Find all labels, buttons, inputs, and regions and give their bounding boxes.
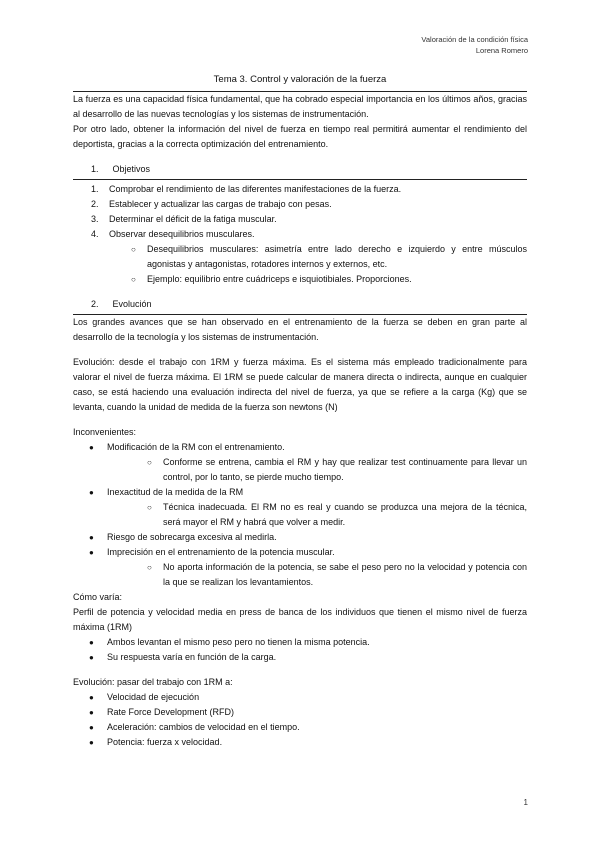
circle-bullet-icon: ○ bbox=[131, 245, 136, 254]
list-item: ● Su respuesta varía en función de la carga. bbox=[89, 650, 527, 665]
section-rule bbox=[73, 179, 527, 180]
como-varia-list bbox=[73, 635, 527, 665]
inconvenientes-list bbox=[73, 440, 527, 590]
page-header bbox=[421, 34, 528, 56]
bullet-icon: ● bbox=[89, 443, 94, 452]
section-title: Evolución bbox=[112, 299, 152, 309]
sublist-item: ○ No aporta información de la potencia, se sabe el peso pero no la velocidad y potencia con la que se realizan los levantamientos. bbox=[147, 560, 527, 590]
page-number: 1 bbox=[523, 798, 528, 807]
objetivos-list bbox=[73, 182, 527, 242]
sublist-item: ○ Técnica inadecuada. El RM no es real y cuando se produzca una mejora de la técnica, será mayor el RM y habrá que volver a medir. bbox=[147, 500, 527, 530]
bullet-icon: ● bbox=[89, 638, 94, 647]
list-item: ● Rate Force Development (RFD) bbox=[89, 705, 527, 720]
list-item: 1. Comprobar el rendimiento de las diferentes manifestaciones de la fuerza. bbox=[91, 184, 402, 194]
desequilibrios-sublist bbox=[73, 242, 527, 287]
evolucion-paragraph-2: Evolución: desde el trabajo con 1RM y fuerza máxima. Es el sistema más empleado tradicionalmente para valorar el nivel de fuerza máxima. El 1RM se puede calcular de manera directa o indirecta, aunque en cualquier caso, se está haciendo una evaluación indirecta del nivel de fuerza, ya que se refiere a la carga (Kg) que se levanta, cuando la unidad de medida de la fuerza son newtons (N) bbox=[73, 357, 527, 412]
sublist-item: ○ Ejemplo: equilibrio entre cuádriceps e isquiotibiales. Proporciones. bbox=[131, 272, 527, 287]
list-item: ● Potencia: fuerza x velocidad. bbox=[89, 735, 527, 750]
bullet-icon: ● bbox=[89, 693, 94, 702]
circle-bullet-icon: ○ bbox=[147, 563, 152, 572]
list-item: 3. Determinar el déficit de la fatiga muscular. bbox=[91, 214, 277, 224]
list-item: ● Imprecisión en el entrenamiento de la potencia muscular. ○ No aporta información de la potencia, se sabe el peso pero no la velocidad y potencia con la que se realizan los levantamientos. bbox=[89, 545, 527, 590]
section-title: Objetivos bbox=[112, 164, 151, 174]
list-item: ● Riesgo de sobrecarga excesiva al medirla. bbox=[89, 530, 527, 545]
bullet-icon: ● bbox=[89, 653, 94, 662]
section-number: 2. bbox=[91, 299, 99, 309]
sublist-item: ○ Desequilibrios musculares: asimetría entre lado derecho e izquierdo y entre músculos agonistas y antagonistas, rotadores internos y externos, etc. bbox=[131, 242, 527, 272]
circle-bullet-icon: ○ bbox=[131, 275, 136, 284]
sublist bbox=[89, 455, 527, 485]
inconvenientes-label: Inconvenientes: bbox=[73, 427, 137, 437]
list-item: 4. Observar desequilibrios musculares. bbox=[91, 229, 255, 239]
section-number: 1. bbox=[91, 164, 99, 174]
document-body bbox=[73, 72, 527, 750]
intro-paragraph-2: Por otro lado, obtener la información del nivel de fuerza en tiempo real permitirá aumentar el rendimiento del deportista, gracias a la correcta optimización del entrenamiento. bbox=[73, 124, 527, 149]
list-item: ● Aceleración: cambios de velocidad en el tiempo. bbox=[89, 720, 527, 735]
list-item: ● Modificación de la RM con el entrenamiento. ○ Conforme se entrena, cambia el RM y hay que realizar test continuamente para llevar un control, por lo tanto, se pierde mucho tiempo. bbox=[89, 440, 527, 485]
sublist bbox=[89, 500, 527, 530]
bullet-icon: ● bbox=[89, 533, 94, 542]
circle-bullet-icon: ○ bbox=[147, 503, 152, 512]
header-course: Valoración de la condición física bbox=[421, 35, 528, 44]
section-heading-objetivos bbox=[73, 162, 527, 177]
list-item: ● Ambos levantan el mismo peso pero no tienen la misma potencia. bbox=[89, 635, 527, 650]
intro-paragraph-1: La fuerza es una capacidad física fundamental, que ha cobrado especial importancia en los últimos años, gracias al desarrollo de las nuevas tecnologías y los sistemas de instrumentación. bbox=[73, 94, 527, 119]
circle-bullet-icon: ○ bbox=[147, 458, 152, 467]
bullet-icon: ● bbox=[89, 708, 94, 717]
evolucion-paragraph-1: Los grandes avances que se han observado en el entrenamiento de la fuerza se deben en gran parte al desarrollo de la tecnología y los sistemas de instrumentación. bbox=[73, 317, 527, 342]
list-item: ● Inexactitud de la medida de la RM ○ Técnica inadecuada. El RM no es real y cuando se produzca una mejora de la técnica, será mayor el RM y habrá que volver a medir. bbox=[89, 485, 527, 530]
bullet-icon: ● bbox=[89, 723, 94, 732]
bullet-icon: ● bbox=[89, 488, 94, 497]
evolucion-2-label: Evolución: pasar del trabajo con 1RM a: bbox=[73, 677, 233, 687]
bullet-icon: ● bbox=[89, 548, 94, 557]
list-item: ● Velocidad de ejecución bbox=[89, 690, 527, 705]
sublist-item: ○ Conforme se entrena, cambia el RM y hay que realizar test continuamente para llevar un control, por lo tanto, se pierde mucho tiempo. bbox=[147, 455, 527, 485]
bullet-icon: ● bbox=[89, 738, 94, 747]
evolucion-2-list bbox=[73, 690, 527, 750]
header-author: Lorena Romero bbox=[475, 46, 528, 55]
como-varia-text: Perfil de potencia y velocidad media en press de banca de los individuos que tienen el mismo nivel de fuerza máxima (1RM) bbox=[73, 607, 527, 632]
como-varia-label: Cómo varía: bbox=[73, 592, 123, 602]
document-title: Tema 3. Control y valoración de la fuerza bbox=[213, 74, 387, 85]
section-heading-evolucion bbox=[73, 297, 527, 312]
list-item: 2. Establecer y actualizar las cargas de trabajo con pesas. bbox=[91, 199, 332, 209]
sublist bbox=[89, 560, 527, 590]
